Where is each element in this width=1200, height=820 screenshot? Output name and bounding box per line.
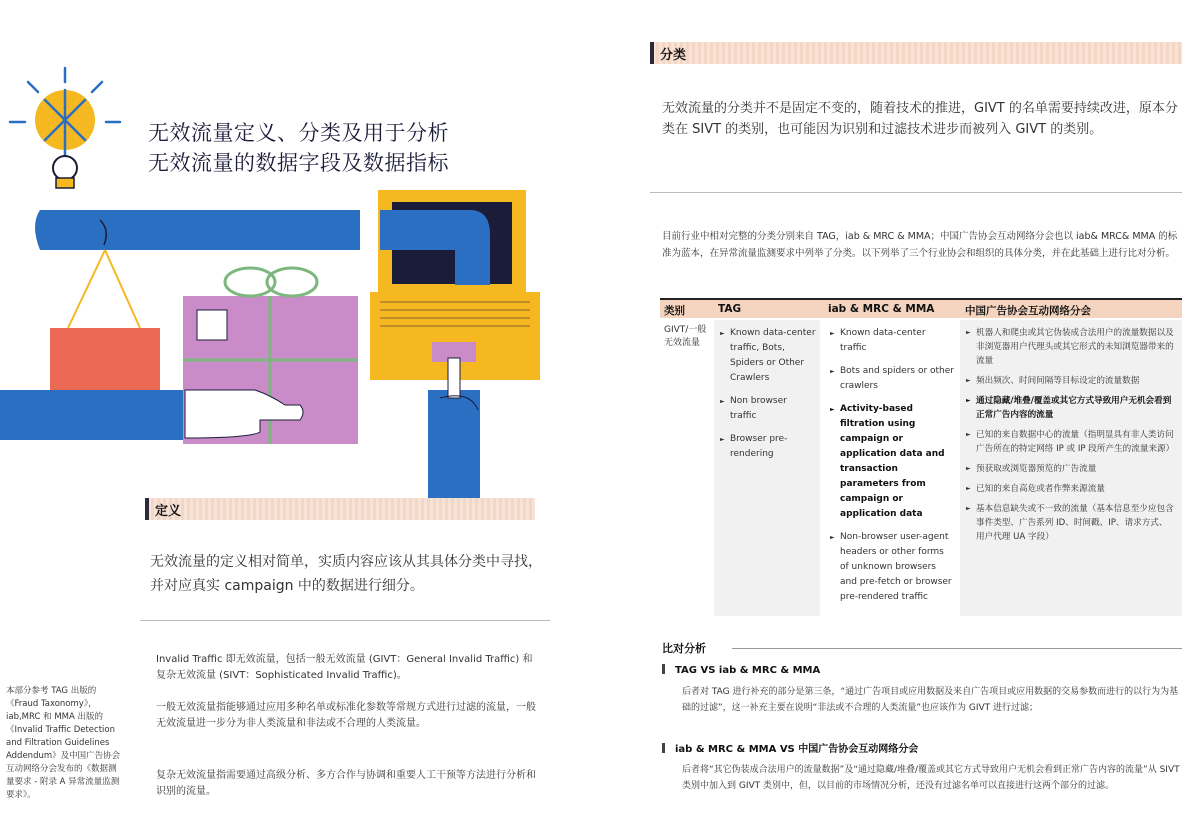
list-item: ► Activity-based filtration using campaign or application data and transaction parameters from campaign or application data [830, 402, 954, 522]
lightbulb-icon [10, 68, 120, 188]
table-col-tag [714, 320, 820, 616]
table-col-iab [824, 320, 958, 613]
left-page [0, 0, 590, 820]
page-title [148, 118, 449, 178]
laptop-icon [370, 190, 540, 380]
section-marker [650, 42, 654, 64]
list-item: ► Bots and spiders or other crawlers [830, 364, 954, 394]
list-item: ► 已知的来自高危或者作弊来源流量 [966, 482, 1176, 496]
definition-heading: 定义 [155, 504, 182, 519]
divider [140, 620, 550, 621]
header-iab: iab & MRC & MMA [828, 303, 935, 315]
header-category: 类别 [664, 305, 685, 317]
header-tag: TAG [718, 303, 742, 315]
list-item: ► Known data-center traffic, Bots, Spiders or Other Crawlers [720, 326, 816, 386]
list-item: ► 基本信息缺失或不一致的流量（基本信息至少应包含事件类型、广告系列 ID、时间戳、IP、请求方式、用户代理 UA 字段） [966, 502, 1176, 544]
divider [650, 192, 1182, 193]
hanging-tag-icon [50, 250, 160, 410]
subheading-tag-vs-iab: TAG VS iab & MRC & MMA [662, 664, 820, 676]
title-line-2: 无效流量的数据字段及数据指标 [148, 151, 449, 175]
definition-section-bar [145, 498, 535, 520]
intro-text: 目前行业中相对完整的分类分别来自 TAG，iab & MRC & MMA；中国广告协会互动网络分会也以 iab& MRC& MMA 的标准为蓝本，在异常流量监测要求中列举了分类。以下列举了三个行业协会和组织的具体分类，并在此基础上进行比对分析。 [662, 231, 1178, 259]
paragraph-sivt: 复杂无效流量指需要通过高级分析、多方合作与协调和重要人工干预等方法进行分析和识别的流量。 [156, 770, 536, 797]
list-item: ► 机器人和爬虫或其它伪装成合法用户的流量数据以及非浏览器用户代理头或其它形式的未知浏览器带来的流量 [966, 326, 1176, 368]
list-item: ► 预获取或浏览器预览的广告流量 [966, 462, 1176, 476]
classification-section-bar [650, 42, 1182, 64]
classification-heading: 分类 [660, 48, 687, 63]
definition-text: 无效流量的定义相对简单，实质内容应该从其具体分类中寻找，并对应真实 campaign 中的数据进行细分。 [150, 554, 542, 594]
comparison-heading: 比对分析 [662, 642, 706, 655]
list-item: ► 频出频次、时间间隔等目标设定的流量数据 [966, 374, 1176, 388]
list-item: ► Known data-center traffic [830, 326, 954, 356]
subtext-iab-vs-china: 后者将“其它伪装成合法用户的流量数据”及“通过隐藏/堆叠/覆盖或其它方式导致用户无机会看到正常广告内容的流量”从 SIVT 类别中加入到 GIVT 类别中，但，以目前的市场情况分析，还没有过滤名单可以直接进行这两个部分的过滤。 [682, 765, 1180, 791]
side-note: 本部分参考 TAG 出版的《Fraud Taxonomy》，iab,MRC 和 MMA 出版的《Invalid Traffic Detection and Filtration Guidelines Addendum》及中国广告协会互动网络分会发布的《数据测量要求 - 附录 A 异常流量监测要求》。 [6, 686, 121, 800]
subtext-tag-vs-iab: 后者对 TAG 进行补充的部分是第三条，“通过广告项目或应用数据及来自广告项目或应用数据的交易参数而进行的以行为为基础的过滤”，这一补充主要在说明“非法或不合理的人类流量”也应该作为 GIVT 进行过滤； [682, 687, 1179, 713]
list-item: ► Non browser traffic [720, 394, 816, 424]
section-marker [145, 498, 149, 520]
table-col-china [960, 320, 1182, 616]
list-item: ► 通过隐藏/堆叠/覆盖或其它方式导致用户无机会看到正常广告内容的流量 [966, 394, 1176, 422]
list-item: ► Non-browser user-agent headers or other forms of unknown browsers and pre-fetch or browser pre-rendered traffic [830, 530, 954, 605]
blue-arm [70, 210, 360, 250]
paragraph-givt: 一般无效流量指能够通过应用多种名单或标准化参数等常规方式进行过滤的流量，一般无效流量进一步分为非人类流量和非法或不合理的人类流量。 [156, 702, 536, 729]
title-line-1: 无效流量定义、分类及用于分析 [148, 121, 449, 145]
table-header [660, 298, 1182, 318]
right-page [600, 0, 1200, 820]
list-item: ► 已知的来自数据中心的流量（指明显具有非人类访问广告所在的特定网络 IP 或 IP 段所产生的流量来源） [966, 428, 1176, 456]
list-item: ► Browser pre-rendering [720, 432, 816, 462]
subheading-iab-vs-china: iab & MRC & MMA VS 中国广告协会互动网络分会 [662, 740, 918, 755]
header-china: 中国广告协会互动网络分会 [965, 305, 1091, 317]
divider [732, 648, 1182, 649]
classification-text: 无效流量的分类并不是固定不变的，随着技术的推进，GIVT 的名单需要持续改进，原本分类在 SIVT 的类别，也可能因为识别和过滤技术进步而被列入 GIVT 的类别。 [662, 101, 1178, 137]
table-cell-category: GIVT/一般无效流量 [664, 325, 707, 348]
classification-table [660, 298, 1182, 618]
paragraph-invalid-traffic: Invalid Traffic 即无效流量，包括一般无效流量 (GIVT：General Invalid Traffic) 和复杂无效流量 (SIVT：Sophisticated Invalid Traffic)。 [156, 654, 533, 681]
